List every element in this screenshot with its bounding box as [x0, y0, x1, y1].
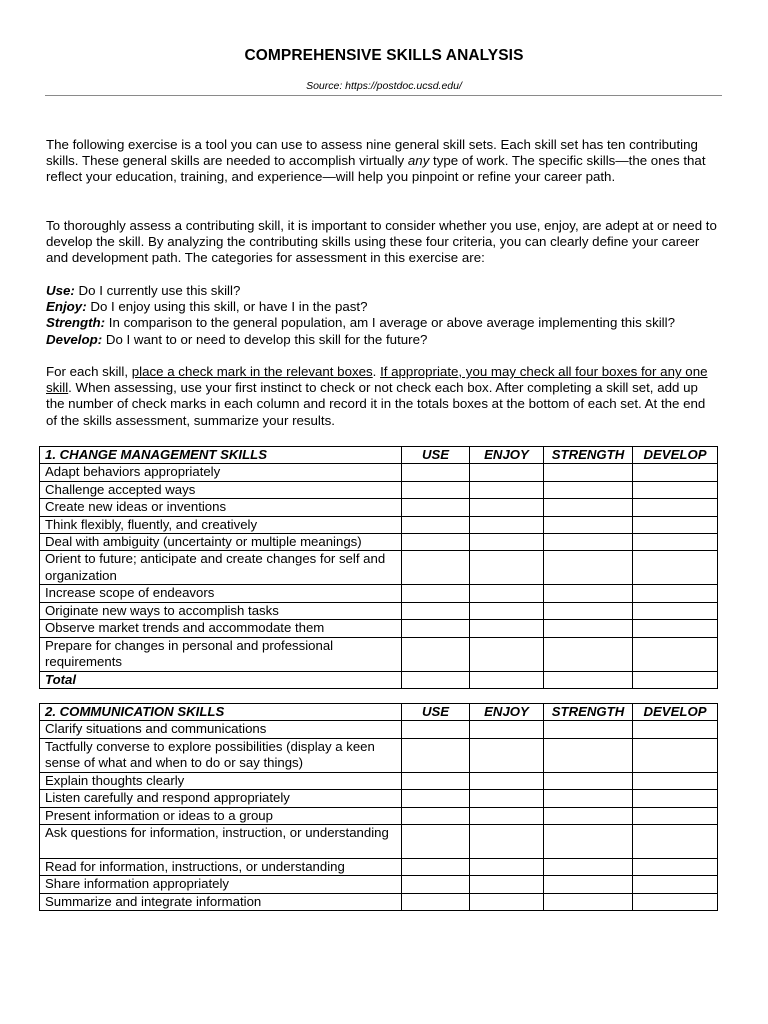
- use-checkbox-cell[interactable]: [402, 790, 470, 807]
- enjoy-checkbox-cell[interactable]: [470, 534, 544, 551]
- develop-checkbox-cell[interactable]: [633, 534, 718, 551]
- develop-checkbox-cell[interactable]: [633, 585, 718, 602]
- intro-text: The following exercise is a tool you can use to assess nine general skill sets. Each skill set has ten contributing skills. These general skills are needed to accomplish virtually: [46, 137, 698, 169]
- column-header-enjoy: ENJOY: [470, 704, 544, 721]
- total-row: [40, 671, 718, 688]
- strength-checkbox-cell[interactable]: [544, 481, 633, 498]
- column-header-strength: STRENGTH: [544, 704, 633, 721]
- use-checkbox-cell[interactable]: [402, 481, 470, 498]
- develop-checkbox-cell[interactable]: [633, 602, 718, 619]
- develop-checkbox-cell[interactable]: [633, 876, 718, 893]
- table-row: [40, 534, 718, 551]
- intro-paragraph-1: [46, 137, 718, 186]
- skill-label: Present information or ideas to a group: [40, 807, 402, 824]
- skill-label: Think flexibly, fluently, and creatively: [40, 516, 402, 533]
- strength-checkbox-cell[interactable]: [544, 807, 633, 824]
- enjoy-checkbox-cell[interactable]: [470, 499, 544, 516]
- strength-checkbox-cell[interactable]: [544, 534, 633, 551]
- criterion-use: Use: Do I currently use this skill?: [46, 283, 241, 298]
- enjoy-checkbox-cell[interactable]: [470, 738, 544, 772]
- strength-checkbox-cell[interactable]: [544, 551, 633, 585]
- enjoy-total-cell[interactable]: [470, 671, 544, 688]
- enjoy-checkbox-cell[interactable]: [470, 585, 544, 602]
- table-row: [40, 859, 718, 876]
- use-checkbox-cell[interactable]: [402, 620, 470, 637]
- table-header-row: [40, 704, 718, 721]
- source-line: Source: https://postdoc.ucsd.edu/: [306, 80, 462, 92]
- use-total-cell[interactable]: [402, 671, 470, 688]
- table-row: [40, 620, 718, 637]
- instructions-paragraph: For each skill, place a check mark in the relevant boxes. If appropriate, you may check all four boxes for any one skill. When assessing, use your first instinct to check or not check each box. After completing a skill set, add up the number of check marks in each column and record it in the totals boxes at the bottom of each set. At the end of the skills assessment, summarize your results.: [46, 364, 708, 428]
- strength-checkbox-cell[interactable]: [544, 602, 633, 619]
- develop-checkbox-cell[interactable]: [633, 499, 718, 516]
- table-row: [40, 790, 718, 807]
- develop-checkbox-cell[interactable]: [633, 620, 718, 637]
- develop-checkbox-cell[interactable]: [633, 551, 718, 585]
- skill-label: Tactfully converse to explore possibilities (display a keen sense of what and when to do or say things): [40, 738, 402, 772]
- table-row: [40, 738, 718, 772]
- table-row: [40, 876, 718, 893]
- develop-checkbox-cell[interactable]: [633, 772, 718, 789]
- table-row: [40, 602, 718, 619]
- develop-checkbox-cell[interactable]: [633, 790, 718, 807]
- enjoy-checkbox-cell[interactable]: [470, 772, 544, 789]
- use-checkbox-cell[interactable]: [402, 602, 470, 619]
- skill-label: Listen carefully and respond appropriately: [40, 790, 402, 807]
- skill-label: Create new ideas or inventions: [40, 499, 402, 516]
- column-header-use: USE: [402, 704, 470, 721]
- enjoy-checkbox-cell[interactable]: [470, 807, 544, 824]
- skill-label: Share information appropriately: [40, 876, 402, 893]
- enjoy-checkbox-cell[interactable]: [470, 481, 544, 498]
- use-checkbox-cell[interactable]: [402, 534, 470, 551]
- strength-checkbox-cell[interactable]: [544, 585, 633, 602]
- table-row: [40, 807, 718, 824]
- total-label: Total: [40, 671, 402, 688]
- skill-label: Observe market trends and accommodate them: [40, 620, 402, 637]
- skills-table-communication: [39, 703, 718, 911]
- skill-label: Increase scope of endeavors: [40, 585, 402, 602]
- develop-checkbox-cell[interactable]: [633, 825, 718, 859]
- strength-checkbox-cell[interactable]: [544, 464, 633, 481]
- table-row: [40, 721, 718, 738]
- skill-label: Adapt behaviors appropriately: [40, 464, 402, 481]
- table-row: [40, 516, 718, 533]
- develop-checkbox-cell[interactable]: [633, 516, 718, 533]
- table-row: [40, 772, 718, 789]
- skill-label: Summarize and integrate information: [40, 893, 402, 910]
- table-row: [40, 637, 718, 671]
- enjoy-checkbox-cell[interactable]: [470, 464, 544, 481]
- skill-label: Read for information, instructions, or understanding: [40, 859, 402, 876]
- table-row: [40, 464, 718, 481]
- strength-checkbox-cell[interactable]: [544, 499, 633, 516]
- use-checkbox-cell[interactable]: [402, 585, 470, 602]
- instruction-underline-1: place a check mark in the relevant boxes: [131, 364, 373, 379]
- enjoy-checkbox-cell[interactable]: [470, 516, 544, 533]
- header-divider: [45, 95, 722, 96]
- strength-checkbox-cell[interactable]: [544, 790, 633, 807]
- enjoy-checkbox-cell[interactable]: [470, 893, 544, 910]
- skill-label: Clarify situations and communications: [40, 721, 402, 738]
- strength-checkbox-cell[interactable]: [544, 825, 633, 859]
- use-checkbox-cell[interactable]: [402, 807, 470, 824]
- skill-label: Orient to future; anticipate and create changes for self and organization: [40, 551, 402, 585]
- strength-checkbox-cell[interactable]: [544, 772, 633, 789]
- table-row: [40, 499, 718, 516]
- skills-table-change-management: [39, 446, 718, 689]
- intro-text: type of work. The specific skills—the ones that reflect your education, training, and experience—will help you pinpoint or refine your career path.: [46, 153, 706, 185]
- use-checkbox-cell[interactable]: [402, 876, 470, 893]
- section-title: 1. CHANGE MANAGEMENT SKILLS: [40, 447, 402, 464]
- use-checkbox-cell[interactable]: [402, 464, 470, 481]
- column-header-develop: DEVELOP: [633, 704, 718, 721]
- use-checkbox-cell[interactable]: [402, 825, 470, 859]
- table-row: [40, 481, 718, 498]
- enjoy-checkbox-cell[interactable]: [470, 602, 544, 619]
- criterion-enjoy: Enjoy: Do I enjoy using this skill, or have I in the past?: [46, 299, 368, 315]
- develop-checkbox-cell[interactable]: [633, 893, 718, 910]
- strength-checkbox-cell[interactable]: [544, 637, 633, 671]
- enjoy-checkbox-cell[interactable]: [470, 876, 544, 893]
- column-header-enjoy: ENJOY: [470, 447, 544, 464]
- use-checkbox-cell[interactable]: [402, 721, 470, 738]
- intro-paragraph-2: [46, 218, 718, 267]
- use-checkbox-cell[interactable]: [402, 499, 470, 516]
- column-header-use: USE: [402, 447, 470, 464]
- instruction-underline-2: If appropriate, you may check all four boxes for any one skill: [46, 364, 708, 396]
- enjoy-checkbox-cell[interactable]: [470, 859, 544, 876]
- criterion-strength: Strength: In comparison to the general population, am I average or above average implementing this skill?: [46, 315, 675, 331]
- develop-total-cell[interactable]: [633, 671, 718, 688]
- table-header-row: [40, 447, 718, 464]
- skill-label: Explain thoughts clearly: [40, 772, 402, 789]
- develop-checkbox-cell[interactable]: [633, 481, 718, 498]
- develop-checkbox-cell[interactable]: [633, 807, 718, 824]
- section-title: 2. COMMUNICATION SKILLS: [40, 704, 402, 721]
- enjoy-checkbox-cell[interactable]: [470, 825, 544, 859]
- strength-checkbox-cell[interactable]: [544, 859, 633, 876]
- develop-checkbox-cell[interactable]: [633, 721, 718, 738]
- skill-label: Originate new ways to accomplish tasks: [40, 602, 402, 619]
- enjoy-checkbox-cell[interactable]: [470, 721, 544, 738]
- table-row: [40, 893, 718, 910]
- strength-checkbox-cell[interactable]: [544, 721, 633, 738]
- table-row: [40, 585, 718, 602]
- use-checkbox-cell[interactable]: [402, 859, 470, 876]
- develop-checkbox-cell[interactable]: [633, 859, 718, 876]
- skill-label: Prepare for changes in personal and professional requirements: [40, 637, 402, 671]
- use-checkbox-cell[interactable]: [402, 516, 470, 533]
- strength-checkbox-cell[interactable]: [544, 738, 633, 772]
- criteria-list: [46, 283, 718, 348]
- strength-checkbox-cell[interactable]: [544, 876, 633, 893]
- strength-checkbox-cell[interactable]: [544, 893, 633, 910]
- column-header-develop: DEVELOP: [633, 447, 718, 464]
- column-header-strength: STRENGTH: [544, 447, 633, 464]
- enjoy-checkbox-cell[interactable]: [470, 551, 544, 585]
- skill-label: Ask questions for information, instruction, or understanding: [40, 825, 402, 859]
- strength-total-cell[interactable]: [544, 671, 633, 688]
- intro-emphasis: any: [407, 153, 430, 169]
- skill-label: Deal with ambiguity (uncertainty or multiple meanings): [40, 534, 402, 551]
- use-checkbox-cell[interactable]: [402, 551, 470, 585]
- enjoy-checkbox-cell[interactable]: [470, 637, 544, 671]
- table-row: [40, 551, 718, 585]
- intro-text: To thoroughly assess a contributing skill, it is important to consider whether you use, enjoy, are adept at or need to develop the skill. By analyzing the contributing skills using these four criteria, you can clearly define your career and development path. The categories for assessment in this exercise are:: [46, 218, 717, 266]
- table-row: [40, 825, 718, 859]
- use-checkbox-cell[interactable]: [402, 637, 470, 671]
- criterion-develop: Develop: Do I want to or need to develop this skill for the future?: [46, 331, 428, 347]
- strength-checkbox-cell[interactable]: [544, 516, 633, 533]
- develop-checkbox-cell[interactable]: [633, 637, 718, 671]
- use-checkbox-cell[interactable]: [402, 738, 470, 772]
- skill-label: Challenge accepted ways: [40, 481, 402, 498]
- use-checkbox-cell[interactable]: [402, 772, 470, 789]
- use-checkbox-cell[interactable]: [402, 893, 470, 910]
- enjoy-checkbox-cell[interactable]: [470, 620, 544, 637]
- enjoy-checkbox-cell[interactable]: [470, 790, 544, 807]
- develop-checkbox-cell[interactable]: [633, 464, 718, 481]
- page-title: COMPREHENSIVE SKILLS ANALYSIS: [244, 47, 524, 64]
- develop-checkbox-cell[interactable]: [633, 738, 718, 772]
- strength-checkbox-cell[interactable]: [544, 620, 633, 637]
